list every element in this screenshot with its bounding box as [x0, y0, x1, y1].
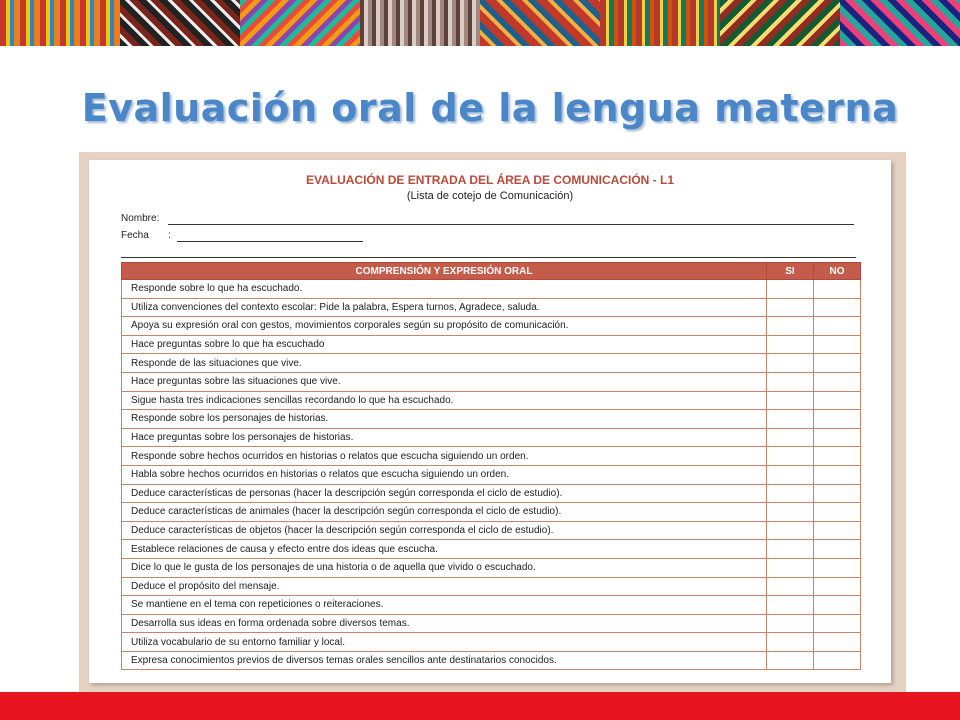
yes-checkbox-cell[interactable] [767, 410, 814, 429]
date-line [177, 241, 363, 242]
criterion-text: Se mantiene en el tema con repeticiones o reiteraciones. [122, 596, 767, 615]
table-header-row [122, 263, 861, 280]
yes-checkbox-cell[interactable] [767, 558, 814, 577]
table-row [122, 484, 861, 503]
textile-pattern [840, 0, 960, 46]
no-checkbox-cell[interactable] [814, 410, 861, 429]
yes-checkbox-cell[interactable] [767, 391, 814, 410]
yes-checkbox-cell[interactable] [767, 614, 814, 633]
table-row [122, 447, 861, 466]
criterion-text: Deduce características de animales (hacer la descripción según corresponda el ciclo de estudio). [122, 503, 767, 522]
no-checkbox-cell[interactable] [814, 354, 861, 373]
no-checkbox-cell[interactable] [814, 428, 861, 447]
no-checkbox-cell[interactable] [814, 503, 861, 522]
yes-checkbox-cell[interactable] [767, 447, 814, 466]
table-row [122, 280, 861, 299]
yes-checkbox-cell[interactable] [767, 540, 814, 559]
yes-checkbox-cell[interactable] [767, 503, 814, 522]
document-page [89, 160, 891, 683]
footer-bar [0, 692, 960, 720]
header-comprehension: COMPRENSIÓN Y EXPRESIÓN ORAL [122, 263, 767, 280]
document-heading: EVALUACIÓN DE ENTRADA DEL ÁREA DE COMUNICACIÓN - L1 [305, 173, 674, 187]
yes-checkbox-cell[interactable] [767, 484, 814, 503]
table-row [122, 372, 861, 391]
yes-checkbox-cell[interactable] [767, 354, 814, 373]
no-checkbox-cell[interactable] [814, 633, 861, 652]
yes-checkbox-cell[interactable] [767, 577, 814, 596]
no-checkbox-cell[interactable] [814, 280, 861, 299]
no-checkbox-cell[interactable] [814, 540, 861, 559]
criterion-text: Apoya su expresión oral con gestos, movimientos corporales según su propósito de comunicación. [122, 317, 767, 336]
criterion-text: Establece relaciones de causa y efecto entre dos ideas que escucha. [122, 540, 767, 559]
criterion-text: Habla sobre hechos ocurridos en historias o relatos que escucha siguiendo un orden. [122, 465, 767, 484]
criterion-text: Expresa conocimientos previos de diversos temas orales sencillos ante destinatarios conocidos. [122, 651, 767, 670]
date-colon: : [168, 230, 171, 241]
slide-title: Evaluación oral de la lengua materna [81, 86, 899, 130]
no-checkbox-cell[interactable] [814, 335, 861, 354]
yes-checkbox-cell[interactable] [767, 372, 814, 391]
textile-pattern [120, 0, 240, 46]
criterion-text: Deduce características de personas (hacer la descripción según corresponda el ciclo de estudio). [122, 484, 767, 503]
criterion-text: Responde sobre hechos ocurridos en historias o relatos que escucha siguiendo un orden. [122, 447, 767, 466]
textile-pattern [480, 0, 600, 46]
table-row [122, 428, 861, 447]
yes-checkbox-cell[interactable] [767, 428, 814, 447]
no-checkbox-cell[interactable] [814, 558, 861, 577]
criterion-text: Responde sobre lo que ha escuchado. [122, 280, 767, 299]
table-row [122, 651, 861, 670]
criterion-text: Utiliza convenciones del contexto escolar: Pide la palabra, Espera turnos, Agradece, saluda. [122, 298, 767, 317]
criterion-text: Desarrolla sus ideas en forma ordenada sobre diversos temas. [122, 614, 767, 633]
yes-checkbox-cell[interactable] [767, 521, 814, 540]
no-checkbox-cell[interactable] [814, 465, 861, 484]
yes-checkbox-cell[interactable] [767, 298, 814, 317]
table-row [122, 354, 861, 373]
separator-line [121, 257, 856, 258]
no-checkbox-cell[interactable] [814, 391, 861, 410]
no-checkbox-cell[interactable] [814, 577, 861, 596]
criterion-text: Sigue hasta tres indicaciones sencillas recordando lo que ha escuchado. [122, 391, 767, 410]
name-label: Nombre: [121, 213, 160, 224]
criterion-text: Responde sobre los personajes de historias. [122, 410, 767, 429]
no-checkbox-cell[interactable] [814, 298, 861, 317]
no-checkbox-cell[interactable] [814, 317, 861, 336]
yes-checkbox-cell[interactable] [767, 335, 814, 354]
table-row [122, 577, 861, 596]
textile-pattern [0, 0, 120, 46]
yes-checkbox-cell[interactable] [767, 465, 814, 484]
criterion-text: Dice lo que le gusta de los personajes de una historia o de aquella que vivido o escuchado. [122, 558, 767, 577]
document-subheading: (Lista de cotejo de Comunicación) [406, 190, 574, 202]
no-checkbox-cell[interactable] [814, 596, 861, 615]
table-row [122, 596, 861, 615]
table-row [122, 503, 861, 522]
table-row [122, 540, 861, 559]
criterion-text: Utiliza vocabulario de su entorno familiar y local. [122, 633, 767, 652]
table-row [122, 633, 861, 652]
date-label: Fecha [121, 230, 149, 241]
table-row [122, 465, 861, 484]
textile-pattern [360, 0, 480, 46]
table-row [122, 298, 861, 317]
table-row [122, 317, 861, 336]
criterion-text: Hace preguntas sobre los personajes de historias. [122, 428, 767, 447]
criterion-text: Deduce características de objetos (hacer la descripción según corresponda el ciclo de estudio). [122, 521, 767, 540]
criterion-text: Hace preguntas sobre las situaciones que vive. [122, 372, 767, 391]
no-checkbox-cell[interactable] [814, 447, 861, 466]
no-checkbox-cell[interactable] [814, 614, 861, 633]
table-row [122, 410, 861, 429]
criterion-text: Responde de las situaciones que vive. [122, 354, 767, 373]
criterion-text: Hace preguntas sobre lo que ha escuchado [122, 335, 767, 354]
yes-checkbox-cell[interactable] [767, 317, 814, 336]
table-row [122, 614, 861, 633]
criterion-text: Deduce el propósito del mensaje. [122, 577, 767, 596]
no-checkbox-cell[interactable] [814, 651, 861, 670]
yes-checkbox-cell[interactable] [767, 596, 814, 615]
no-checkbox-cell[interactable] [814, 484, 861, 503]
no-checkbox-cell[interactable] [814, 372, 861, 391]
checklist-table [121, 262, 861, 670]
name-line [168, 224, 854, 225]
textile-banner [0, 0, 960, 46]
table-row [122, 558, 861, 577]
header-no: NO [814, 263, 861, 280]
header-yes: SI [767, 263, 814, 280]
textile-pattern [600, 0, 720, 46]
yes-checkbox-cell[interactable] [767, 633, 814, 652]
yes-checkbox-cell[interactable] [767, 651, 814, 670]
yes-checkbox-cell[interactable] [767, 280, 814, 299]
textile-pattern [240, 0, 360, 46]
document-frame [79, 152, 906, 692]
no-checkbox-cell[interactable] [814, 521, 861, 540]
table-row [122, 335, 861, 354]
table-row [122, 391, 861, 410]
table-row [122, 521, 861, 540]
textile-pattern [720, 0, 840, 46]
